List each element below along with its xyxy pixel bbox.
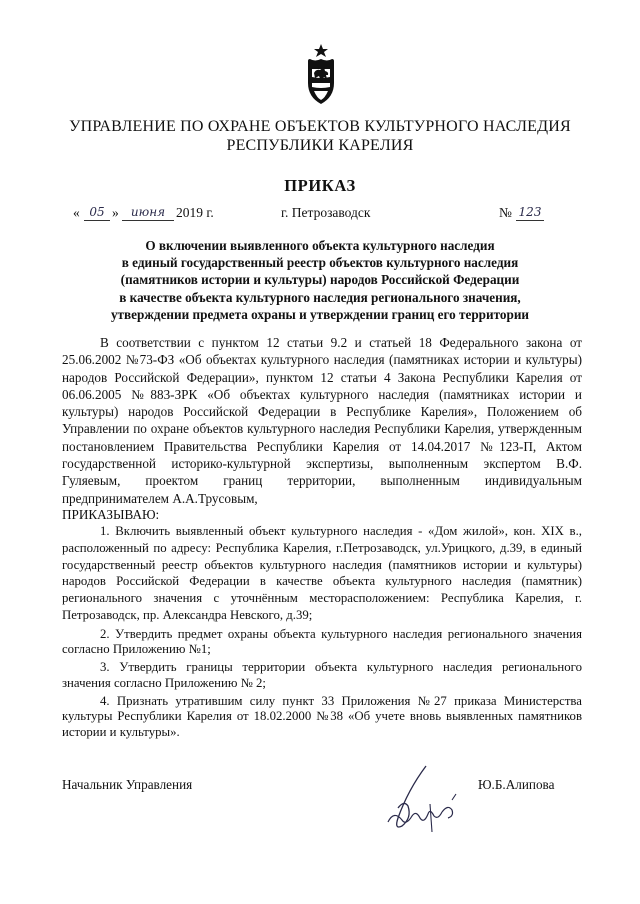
decree-item-1: 1. Включить выявленный объект культурного наследия - «Дом жилой», кон. XIX в., расположенный по адресу: Республика Карелия, г.Петрозаводск, ул.Урицкого, д.39, в единый государственный реестр объектов культурного наследия (памятников истории и культуры) народов Российской Федерации в качестве объекта культурного наследия (памятник) регионального значения с уточнённым месторасположением: Республика Карелия, г. Петрозаводск, пр. Александра Невского, д.39; [62, 524, 582, 622]
date-day-handwritten: 05 [84, 205, 110, 221]
decree-item-4: 4. Признать утратившим силу пункт 33 Приложения №27 приказа Министерства культуры Республики Карелия от 18.02.2000 №38 «Об учете вновь выявленных памятников истории и культуры». [62, 693, 582, 739]
subject-line: утверждении предмета охраны и утверждении границ его территории [110, 306, 530, 322]
org-line-2: РЕСПУБЛИКИ КАРЕЛИЯ [226, 137, 414, 154]
subject-line: в единый государственный реестр объектов культурного наследия [121, 255, 519, 271]
date-close-quote: » [112, 205, 119, 220]
handwritten-signature-icon [368, 760, 468, 842]
date-year: 2019 г. [176, 205, 214, 220]
org-line-1: УПРАВЛЕНИЕ ПО ОХРАНЕ ОБЪЕКТОВ КУЛЬТУРНОГО НАСЛЕДИЯ [69, 118, 571, 135]
document-type-title: ПРИКАЗ [284, 176, 356, 195]
decree-item-3: 3. Утвердить границы территории объекта культурного наследия регионального значения согласно Приложению № 2; [62, 660, 582, 690]
subject-line: в качестве объекта культурного наследия регионального значения, [119, 289, 521, 305]
organization-name [40, 117, 600, 155]
document-city: г. Петрозаводск [281, 205, 371, 220]
subject-line: (памятников истории и культуры) народов Российской Федерации [120, 272, 520, 288]
decree-label: ПРИКАЗЫВАЮ: [62, 507, 160, 522]
date-open-quote: « [73, 205, 80, 220]
document-number-handwritten: 123 [516, 205, 544, 221]
decree-items [62, 523, 582, 743]
date-month-handwritten: июня [122, 205, 174, 221]
document-subject [70, 237, 570, 323]
karelia-coat-of-arms-icon [298, 43, 344, 107]
decree-item-2: 2. Утвердить предмет охраны объекта культурного наследия регионального значения согласно Приложению №1; [62, 626, 582, 657]
signer-title: Начальник Управления [62, 777, 193, 792]
signer-name: Ю.Б.Алипова [478, 777, 555, 792]
document-number-label: № [499, 205, 512, 220]
preamble-paragraph: В соответствии с пунктом 12 статьи 9.2 и статьей 18 Федерального закона от 25.06.2002 №73-ФЗ «Об объектах культурного наследия (памятниках истории и культуры) народов Российской Федерации», пунктом 12 статьи 4 Закона Республики Карелия от 06.06.2005 №883-ЗРК «Об объектах культурного наследия (памятниках истории и культуры) народов Российской Федерации в Республике Карелия», Положением об Управлении по охране объектов культурного наследия Республики Карелия, утвержденным постановлением Правительства Республики Карелия от 14.04.2017 №123-П, Актом государственной историко-культурной экспертизы, выполненным экспертом В.Ф. Гуляевым, проектом границ территории, выполненным индивидуальным предпринимателем А.А.Трусовым, [62, 335, 582, 506]
subject-line: О включении выявленного объекта культурного наследия [145, 238, 495, 253]
